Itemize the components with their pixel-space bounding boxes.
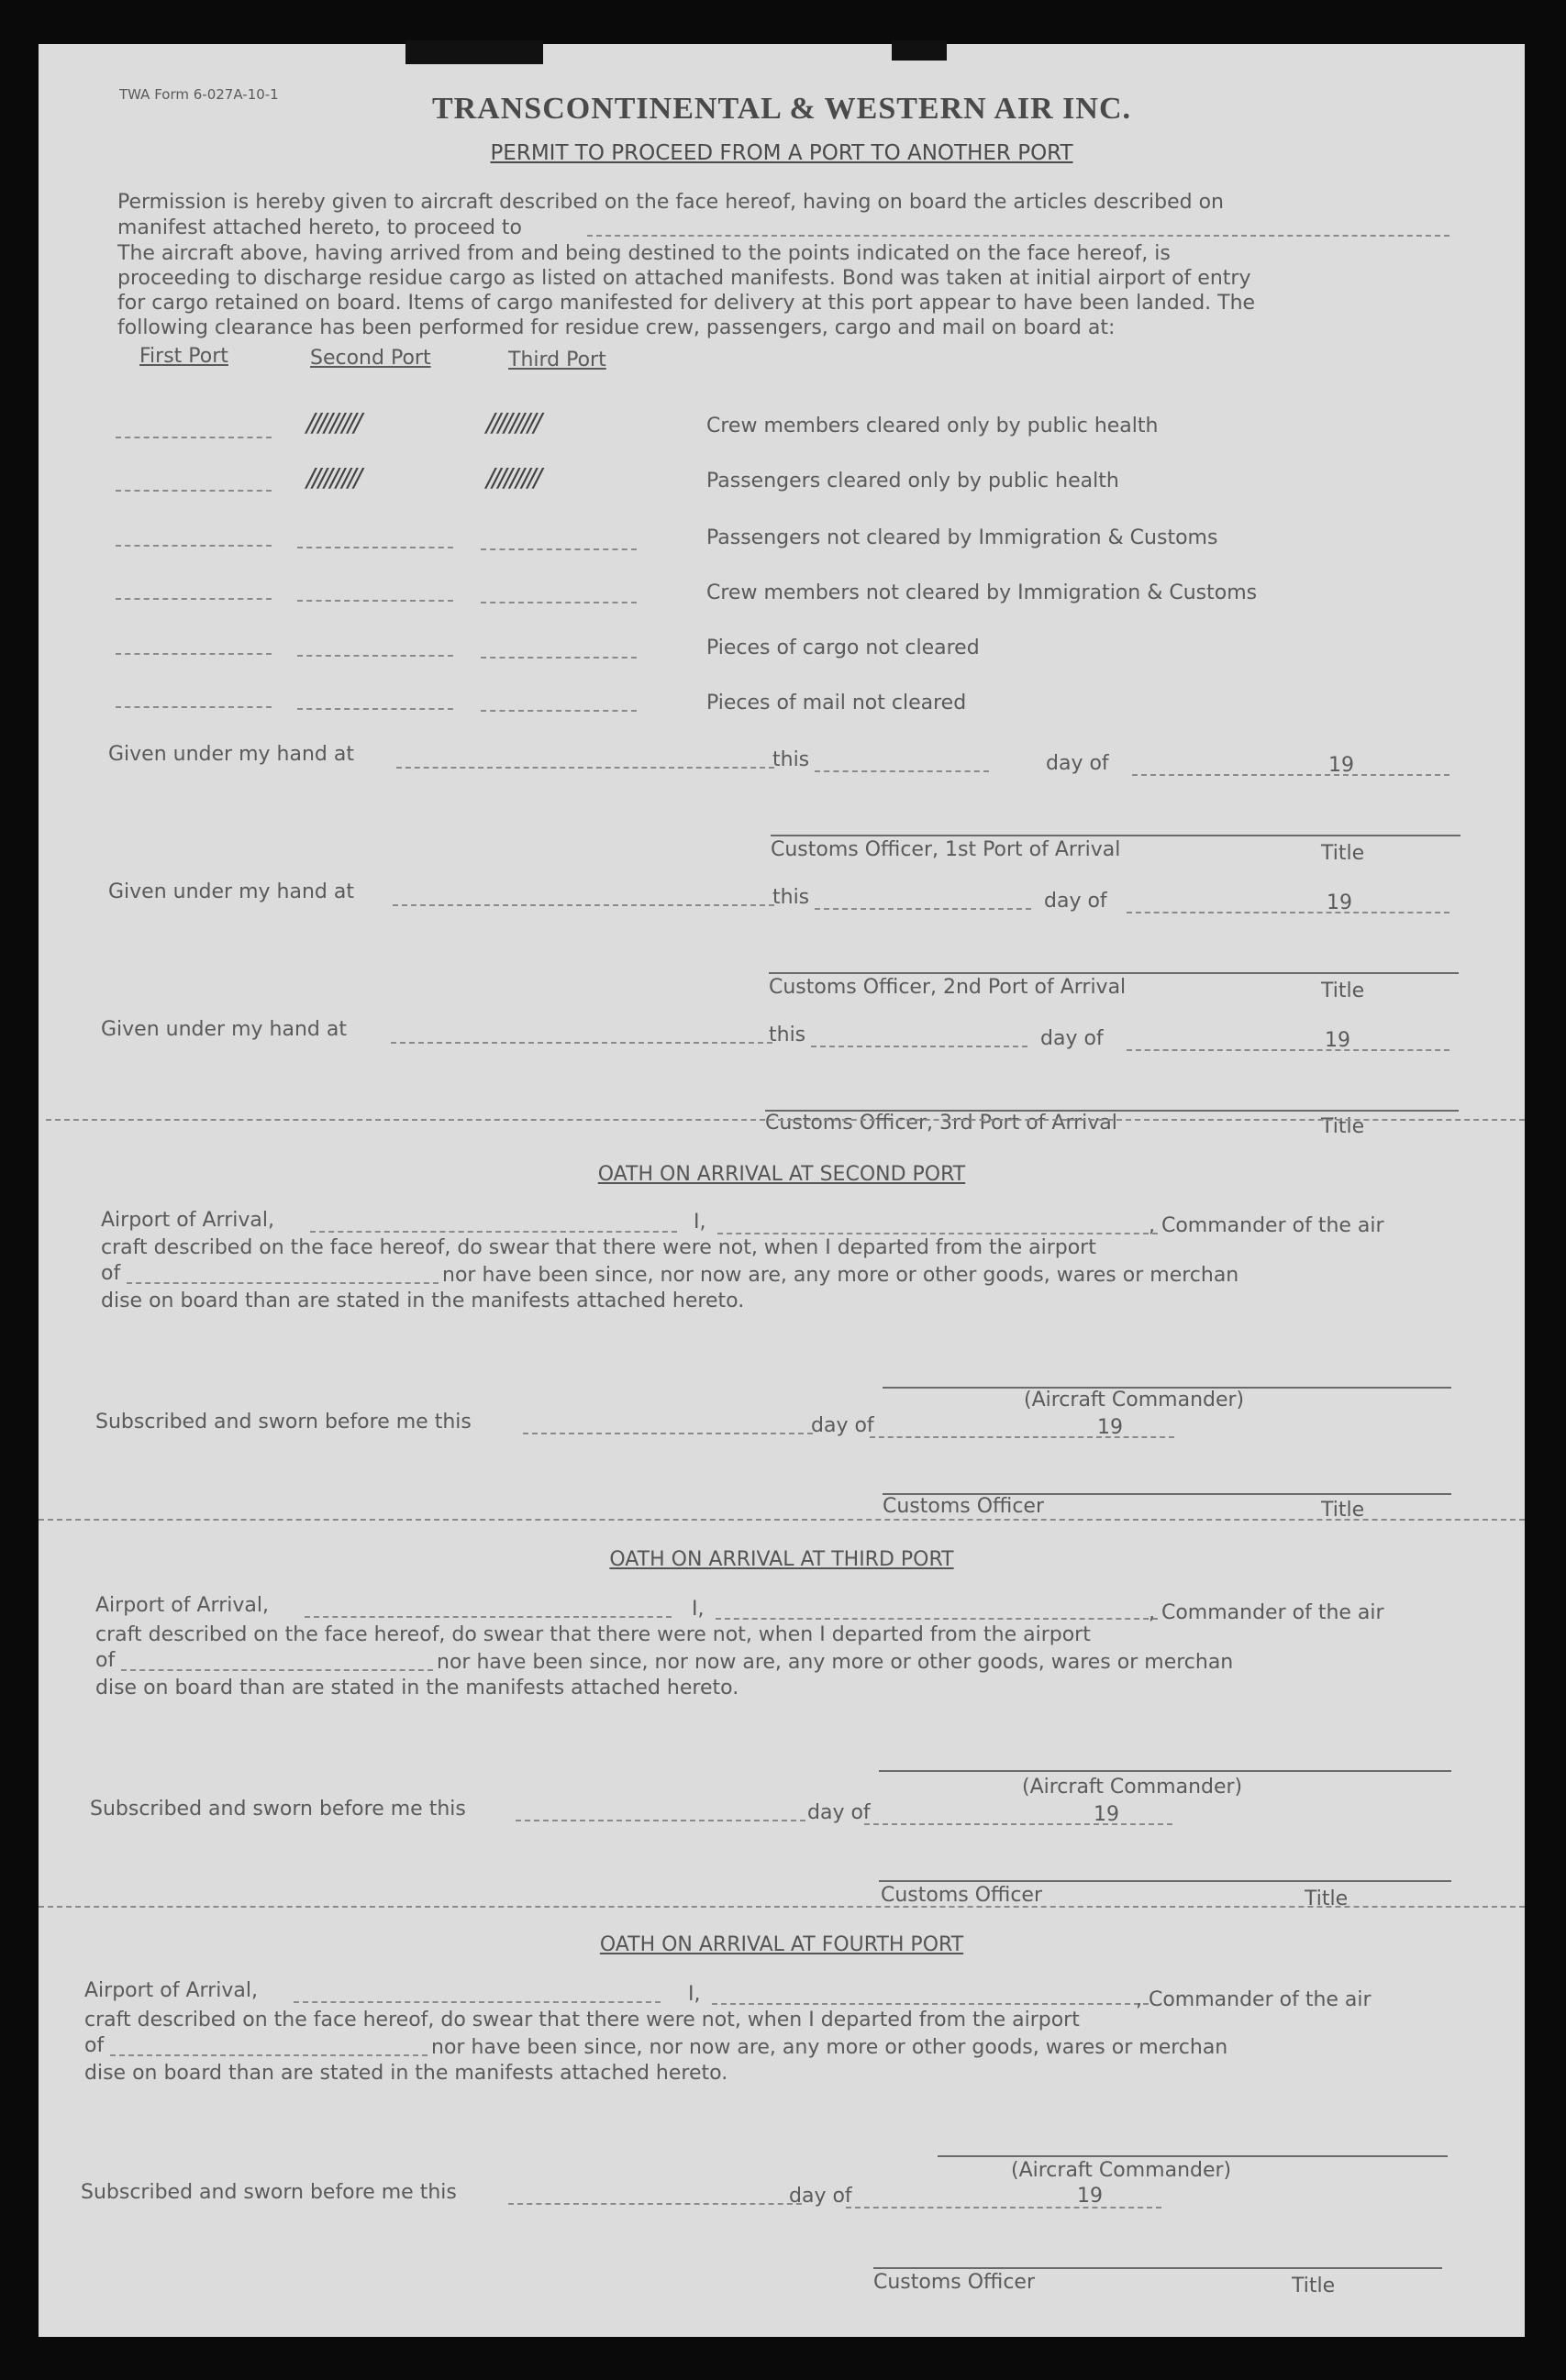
- commander-name-field[interactable]: [712, 2003, 1149, 2005]
- airport-label: Airport of Arrival,: [84, 1979, 258, 2002]
- title-label: Title: [1305, 1887, 1349, 1910]
- commander-signature-line[interactable]: [938, 2155, 1448, 2157]
- commander-name-field[interactable]: [716, 1618, 1158, 1620]
- hatch-mark: /////////: [306, 462, 360, 493]
- signature-line[interactable]: [771, 835, 1460, 836]
- destination-field[interactable]: [587, 235, 1449, 237]
- third-port-field[interactable]: [481, 602, 637, 603]
- intro-line-3: The aircraft above, having arrived from and being destined to the points indicated on the face hereof, is: [117, 242, 1171, 265]
- row-label: Crew members not cleared by Immigration & Customs: [706, 581, 1258, 604]
- customs-officer-label: Customs Officer: [883, 1495, 1044, 1518]
- form-number: TWA Form 6-027A-10-1: [119, 86, 279, 103]
- title-label: Title: [1321, 1499, 1365, 1522]
- commander-signature-line[interactable]: [879, 1770, 1451, 1772]
- oath-heading: OATH ON ARRIVAL AT THIRD PORT: [609, 1548, 954, 1571]
- day-of-label: day of: [789, 2185, 852, 2208]
- given-this-field[interactable]: [811, 1046, 1027, 1047]
- first-port-field[interactable]: [116, 706, 272, 708]
- row-label: Pieces of mail not cleared: [706, 692, 967, 714]
- day-of-label: day of: [807, 1801, 871, 1824]
- intro-line-1: Permission is hereby given to aircraft described on the face hereof, having on board the articles described on: [117, 191, 1224, 214]
- row-label: Passengers cleared only by public health: [706, 470, 1119, 493]
- oath-line-4: dise on board than are stated in the manifests attached hereto.: [101, 1290, 745, 1312]
- given-label: Given under my hand at: [101, 1018, 347, 1041]
- first-port-field[interactable]: [116, 545, 272, 547]
- customs-signature-line[interactable]: [873, 2267, 1442, 2269]
- of-label: of: [101, 1262, 121, 1285]
- customs-signature-line[interactable]: [879, 1880, 1451, 1882]
- airport-label: Airport of Arrival,: [95, 1594, 269, 1617]
- third-port-field[interactable]: [481, 710, 637, 712]
- given-this-field[interactable]: [815, 770, 989, 772]
- year-label: 19: [1328, 754, 1354, 777]
- given-day-field[interactable]: [1127, 1049, 1449, 1051]
- oath-line-4: dise on board than are stated in the manifests attached hereto.: [84, 2062, 728, 2085]
- customs-officer-label: Customs Officer: [873, 2271, 1035, 2294]
- departure-airport-field[interactable]: [110, 2054, 428, 2056]
- given-label: Given under my hand at: [108, 743, 354, 766]
- i-label: I,: [694, 1211, 706, 1234]
- this-label: this: [769, 1024, 806, 1046]
- intro-line-4: proceeding to discharge residue cargo as listed on attached manifests. Bond was taken at initial airport of entry: [117, 267, 1251, 290]
- hatch-mark: /////////: [486, 462, 539, 493]
- officer-label: Customs Officer, 3rd Port of Arrival: [765, 1112, 1117, 1135]
- ink-blot: [405, 40, 543, 64]
- subscribed-label: Subscribed and sworn before me this: [95, 1411, 472, 1434]
- of-label: of: [95, 1649, 116, 1672]
- airport-field[interactable]: [305, 1616, 672, 1618]
- title-label: Title: [1321, 842, 1365, 865]
- departure-airport-field[interactable]: [121, 1669, 433, 1671]
- given-place-field[interactable]: [396, 767, 774, 769]
- second-port-field[interactable]: [297, 600, 453, 602]
- commander-label: , Commander of the air: [1149, 1214, 1384, 1237]
- officer-label: Customs Officer, 1st Port of Arrival: [771, 838, 1121, 861]
- day-of-label: day of: [811, 1414, 874, 1437]
- ink-blot: [892, 40, 947, 61]
- this-label: this: [772, 748, 810, 771]
- airport-field[interactable]: [294, 2001, 661, 2003]
- intro-line-5: for cargo retained on board. Items of cargo manifested for delivery at this port appear to have been landed. The: [117, 292, 1256, 315]
- subscribed-this-field[interactable]: [508, 2203, 802, 2205]
- subscribed-this-field[interactable]: [523, 1433, 813, 1434]
- given-place-field[interactable]: [393, 904, 774, 906]
- aircraft-commander-label: (Aircraft Commander): [1011, 2159, 1232, 2182]
- subscribed-day-field[interactable]: [864, 1823, 1172, 1825]
- year-label: 19: [1077, 2185, 1103, 2208]
- first-port-field[interactable]: [116, 437, 272, 438]
- oath-line-3: nor have been since, nor now are, any more or other goods, wares or merchan: [437, 1651, 1234, 1674]
- subscribed-label: Subscribed and sworn before me this: [81, 2181, 457, 2204]
- airport-field[interactable]: [310, 1231, 677, 1233]
- second-port-field[interactable]: [297, 708, 453, 710]
- aircraft-commander-label: (Aircraft Commander): [1024, 1389, 1245, 1411]
- signature-line[interactable]: [769, 972, 1459, 974]
- year-label: 19: [1094, 1803, 1119, 1826]
- i-label: I,: [692, 1598, 705, 1621]
- intro-line-2: manifest attached hereto, to proceed to: [117, 216, 522, 239]
- officer-label: Customs Officer, 2nd Port of Arrival: [769, 976, 1127, 999]
- first-port-field[interactable]: [116, 598, 272, 600]
- section-divider: [39, 1519, 1525, 1521]
- given-this-field[interactable]: [815, 908, 1031, 910]
- subscribed-day-field[interactable]: [870, 1436, 1174, 1438]
- oath-line-3: nor have been since, nor now are, any more or other goods, wares or merchan: [431, 2036, 1228, 2059]
- this-label: this: [772, 886, 810, 909]
- oath-line-2: craft described on the face hereof, do swear that there were not, when I departed from the airport: [95, 1623, 1091, 1646]
- day-of-label: day of: [1044, 890, 1107, 913]
- commander-label: , Commander of the air: [1149, 1601, 1384, 1624]
- first-port-field[interactable]: [116, 490, 272, 492]
- intro-line-6: following clearance has been performed for residue crew, passengers, cargo and mail on board at:: [117, 316, 1116, 339]
- i-label: I,: [688, 1983, 701, 2006]
- day-of-label: day of: [1040, 1027, 1104, 1050]
- third-port-field[interactable]: [481, 548, 637, 550]
- col-first-port: First Port: [139, 345, 228, 368]
- col-second-port: Second Port: [310, 347, 431, 370]
- second-port-field[interactable]: [297, 547, 453, 548]
- commander-name-field[interactable]: [717, 1233, 1158, 1234]
- col-third-port: Third Port: [508, 349, 606, 371]
- commander-label: , Commander of the air: [1136, 1988, 1372, 2011]
- subscribed-this-field[interactable]: [516, 1820, 805, 1821]
- oath-line-2: craft described on the face hereof, do swear that there were not, when I departed from the airport: [84, 2009, 1080, 2031]
- third-port-field[interactable]: [481, 657, 637, 659]
- airport-label: Airport of Arrival,: [101, 1209, 274, 1232]
- oath-heading: OATH ON ARRIVAL AT SECOND PORT: [597, 1163, 966, 1186]
- row-label: Passengers not cleared by Immigration & Customs: [706, 526, 1218, 549]
- subscribed-day-field[interactable]: [846, 2207, 1161, 2208]
- day-of-label: day of: [1046, 752, 1109, 775]
- section-divider: [46, 1119, 1525, 1121]
- subscribed-label: Subscribed and sworn before me this: [90, 1798, 466, 1821]
- hatch-mark: /////////: [486, 407, 539, 437]
- year-label: 19: [1327, 891, 1352, 914]
- given-label: Given under my hand at: [108, 880, 354, 903]
- title-label: Title: [1321, 980, 1365, 1002]
- customs-officer-label: Customs Officer: [881, 1884, 1042, 1907]
- title-label: Title: [1321, 1115, 1365, 1138]
- given-day-field[interactable]: [1127, 912, 1449, 913]
- oath-line-2: craft described on the face hereof, do swear that there were not, when I departed from the airport: [101, 1236, 1096, 1259]
- company-name: TRANSCONTINENTAL & WESTERN AIR INC.: [431, 92, 1132, 126]
- second-port-field[interactable]: [297, 655, 453, 657]
- title-label: Title: [1292, 2275, 1336, 2297]
- year-label: 19: [1325, 1029, 1350, 1052]
- first-port-field[interactable]: [116, 653, 272, 655]
- form-title: PERMIT TO PROCEED FROM A PORT TO ANOTHER PORT: [490, 141, 1073, 165]
- document-page: [39, 44, 1525, 2337]
- oath-line-4: dise on board than are stated in the manifests attached hereto.: [95, 1677, 739, 1699]
- year-label: 19: [1097, 1416, 1123, 1439]
- oath-heading: OATH ON ARRIVAL AT FOURTH PORT: [599, 1933, 964, 1956]
- aircraft-commander-label: (Aircraft Commander): [1022, 1776, 1243, 1799]
- oath-line-3: nor have been since, nor now are, any more or other goods, wares or merchan: [442, 1264, 1239, 1287]
- of-label: of: [84, 2034, 105, 2057]
- given-place-field[interactable]: [391, 1042, 772, 1044]
- departure-airport-field[interactable]: [127, 1282, 439, 1284]
- hatch-mark: /////////: [306, 407, 360, 437]
- row-label: Crew members cleared only by public health: [706, 415, 1159, 437]
- given-day-field[interactable]: [1132, 774, 1449, 776]
- section-divider: [39, 1906, 1525, 1908]
- row-label: Pieces of cargo not cleared: [706, 637, 980, 659]
